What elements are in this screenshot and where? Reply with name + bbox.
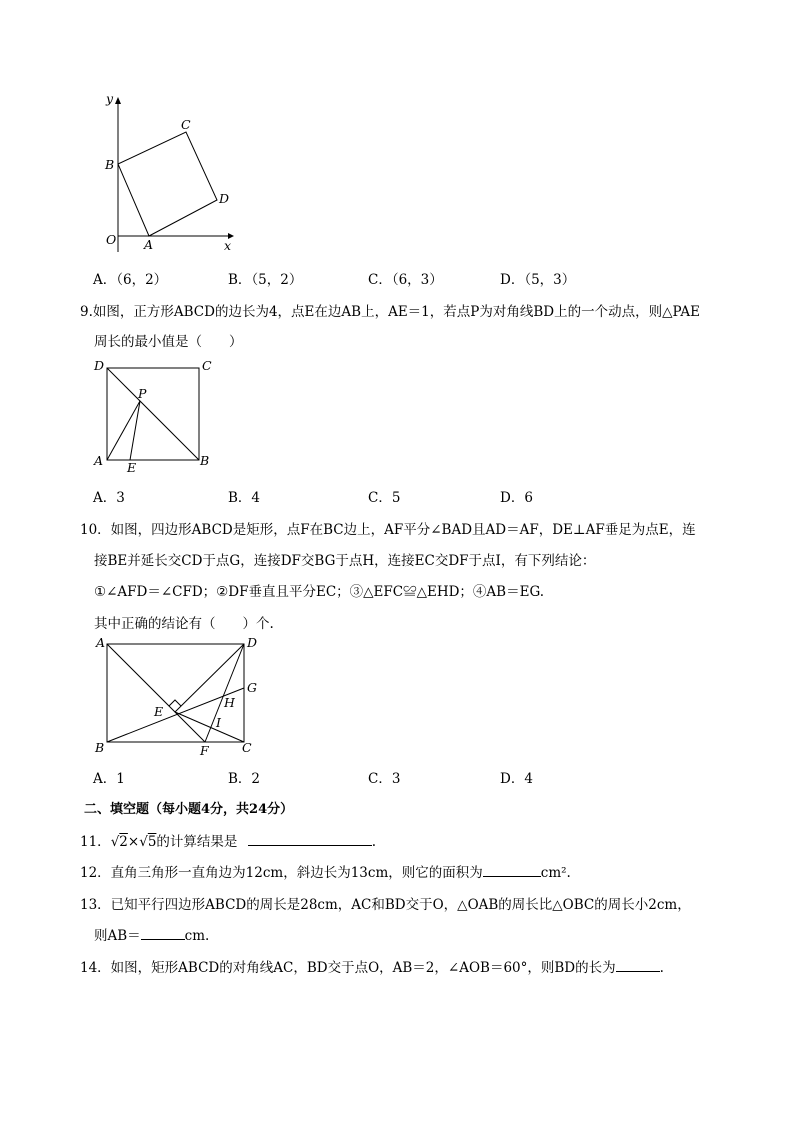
q11-times: ×: [127, 834, 140, 850]
label-c: C: [181, 117, 191, 132]
q10-stem-line4: 其中正确的结论有（ ）个.: [94, 616, 274, 632]
q10-option-a[interactable]: A．1: [93, 771, 125, 787]
segment-ec: [175, 712, 244, 742]
label-h: H: [224, 695, 235, 710]
label-b: B: [200, 453, 210, 468]
rect-abcd: [107, 644, 244, 742]
q9-option-a[interactable]: A．3: [93, 490, 125, 506]
q10-stem-line1: 10．如图，四边形ABCD是矩形，点F在BC边上，AF平分∠BAD且AD＝AF，DE⊥AF垂足为点E，连: [80, 522, 696, 538]
segment-af: [107, 644, 205, 742]
label-b: B: [95, 740, 105, 755]
q9-figure: [90, 355, 220, 475]
label-a: A: [94, 453, 104, 468]
q13-post: cm.: [184, 928, 210, 944]
label-a: A: [96, 635, 106, 650]
q12-answer-blank[interactable]: [483, 863, 541, 877]
label-c: C: [242, 740, 252, 755]
q13-pre: 则AB＝: [94, 928, 141, 944]
label-i: I: [216, 715, 221, 730]
square-abcd: [118, 132, 217, 236]
q11-number: 11．: [80, 834, 111, 850]
label-d: D: [219, 191, 230, 206]
label-e: E: [154, 704, 164, 719]
q8-option-d[interactable]: D．（5，3）: [500, 272, 576, 288]
q9-stem-line2: 周长的最小值是（ ）: [94, 334, 243, 350]
q10-stem-line3: ①∠AFD＝∠CFD；②DF垂直且平分EC；③△EFC≌△EHD；④AB＝EG.: [94, 584, 545, 600]
q14-text: 14．如图，矩形ABCD的对角线AC，BD交于点O，AB＝2，∠AOB＝60°，则BD的长为: [80, 960, 616, 976]
q9-option-d[interactable]: D．6: [500, 490, 533, 506]
label-p: P: [138, 386, 147, 401]
label-d: D: [247, 635, 258, 650]
q11-line: [80, 830, 376, 850]
q10-figure: [90, 632, 270, 762]
q14-line: [80, 956, 664, 976]
y-axis-arrow: [115, 97, 121, 104]
label-f: F: [200, 743, 209, 758]
q10-option-d[interactable]: D．4: [500, 771, 533, 787]
q13-line2: [94, 924, 209, 944]
q10-option-c[interactable]: C．3: [368, 771, 401, 787]
label-e: E: [127, 460, 137, 475]
q8-option-b[interactable]: B．（5，2）: [228, 272, 303, 288]
q11-radicand-2: 5: [147, 834, 157, 850]
label-y: y: [106, 92, 114, 106]
label-d: D: [94, 358, 105, 373]
q13-answer-blank[interactable]: [141, 926, 185, 940]
section-title: 二、填空题（每小题4分，共24分）: [84, 802, 294, 817]
label-g: G: [247, 680, 257, 695]
label-c: C: [202, 358, 212, 373]
q10-option-b[interactable]: B．2: [228, 771, 261, 787]
sqrt-icon: √: [139, 834, 148, 850]
right-angle-mark: [169, 700, 181, 706]
q11-end: .: [371, 834, 376, 850]
q12-text: 12．直角三角形一直角边为12cm，斜边长为13cm，则它的面积为: [80, 865, 483, 881]
q9-stem-line1: 9.如图，正方形ABCD的边长为4，点E在边AB上，AE＝1，若点P为对角线BD上的一个动点，则△PAE: [80, 304, 700, 320]
q8-option-c[interactable]: C．（6，3）: [368, 272, 443, 288]
q12-line: [80, 861, 571, 881]
q12-unit: cm².: [540, 865, 571, 881]
label-a: A: [144, 237, 154, 252]
sqrt-icon: √: [110, 834, 120, 850]
q11-radicand-1: 2: [119, 834, 128, 850]
q11-answer-blank[interactable]: [248, 832, 372, 846]
q14-end: .: [659, 960, 664, 976]
label-o: O: [106, 232, 117, 247]
q14-answer-blank[interactable]: [616, 958, 660, 972]
diagonal-bd: [107, 368, 199, 460]
q11-text: 的计算结果是: [156, 834, 238, 850]
q10-stem-line2: 接BE并延长交CD于点G，连接DF交BG于点H，连接EC交DF于点I，有下列结论：: [94, 553, 596, 569]
q9-option-c[interactable]: C．5: [368, 490, 401, 506]
label-b: B: [105, 157, 115, 172]
label-x: x: [224, 238, 232, 252]
q8-option-a[interactable]: A．（6，2）: [93, 272, 168, 288]
q9-option-b[interactable]: B．4: [228, 490, 261, 506]
q13-stem-line1: 13．已知平行四边形ABCD的周长是28cm，AC和BD交于O，△OAB的周长比△OBC的周长小2cm，: [80, 897, 691, 913]
q8-figure: [96, 92, 246, 252]
